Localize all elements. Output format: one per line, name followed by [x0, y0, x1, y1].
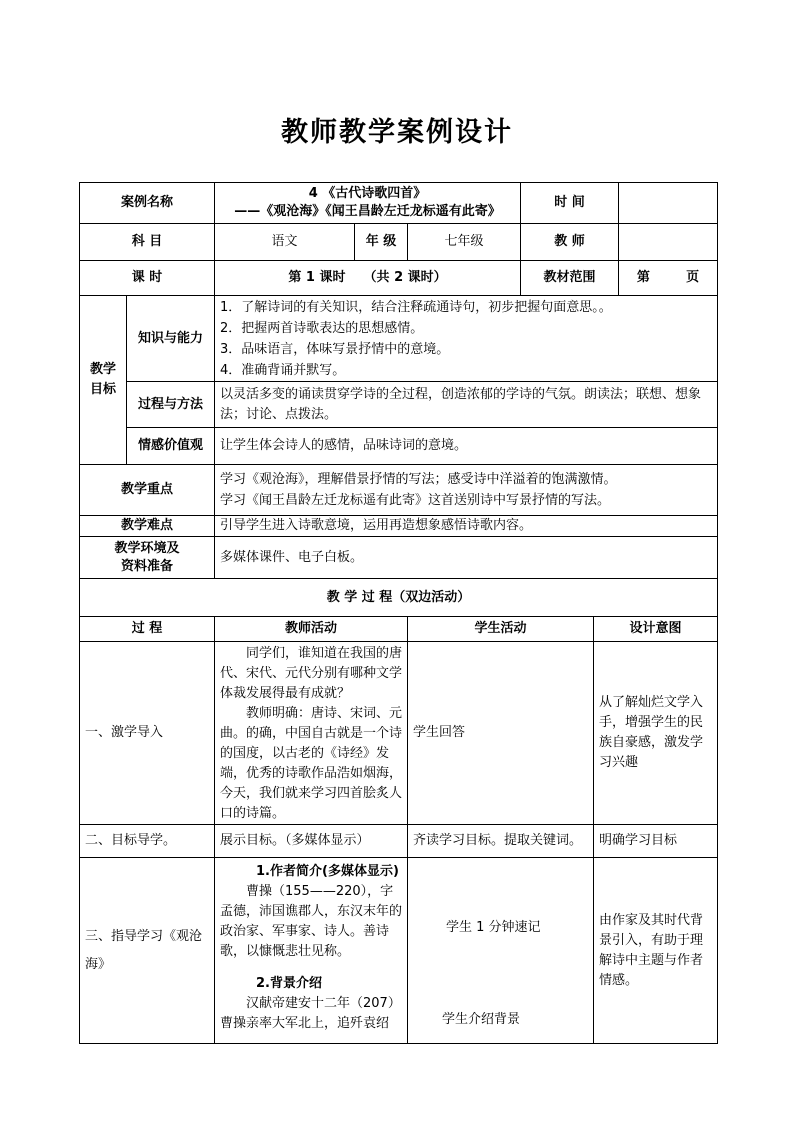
knowledge-item: 4．准确背诵并默写。 — [220, 362, 346, 378]
process-row-goals — [80, 825, 718, 858]
goals-label-line1: 教学 — [89, 362, 116, 377]
knowledge-item: 2．把握两首诗歌表达的思想感情。 — [220, 320, 424, 336]
case-name-line2: ——《观沧海》《闻王昌龄左迁龙标遥有此寄》 — [234, 204, 501, 219]
stage-guide-line1: 三、指导学习《观沧 — [85, 928, 203, 944]
key-points-cell — [215, 465, 718, 516]
background-heading: 2.背景介绍 — [256, 976, 322, 991]
student-activity-line: 学生 1 分钟速记 — [446, 920, 541, 935]
subject-value: 语文 — [215, 224, 355, 261]
time-label: 时 间 — [521, 183, 619, 224]
emotion-text: 让学生体会诗人的感情，品味诗词的意境。 — [215, 428, 718, 465]
goal-process-row — [80, 382, 718, 428]
process-method-text: 以灵活多变的诵读贯穿学诗的全过程，创造浓郁的学诗的气氛。朗读法；联想、想象法；讨论、点拨法。 — [215, 382, 718, 428]
period-value: 第 1 课时 （共 2 课时） — [215, 261, 521, 296]
case-name-label: 案例名称 — [80, 183, 215, 224]
grade-label: 年 级 — [355, 224, 408, 261]
environment-text: 多媒体课件、电子白板。 — [215, 537, 718, 579]
lesson-plan-table — [79, 182, 718, 1044]
process-heading: 教 学 过 程（双边活动） — [80, 579, 718, 617]
intent-goals: 明确学习目标 — [594, 825, 718, 858]
teacher-activity-goals: 展示目标。（多媒体显示） — [215, 825, 408, 858]
knowledge-item: 1．了解诗词的有关知识，结合注释疏通诗句，初步把握句面意思。。 — [220, 299, 612, 315]
student-activity-guide — [408, 858, 594, 1044]
process-row-guide — [80, 858, 718, 1044]
stage-guide — [80, 858, 215, 1044]
stage-guide-line2: 海》 — [85, 956, 112, 972]
period-row — [80, 261, 718, 296]
subject-label: 科 目 — [80, 224, 215, 261]
goal-knowledge-row — [80, 296, 718, 382]
scope-label: 教材范围 — [521, 261, 619, 296]
scope-value: 第 页 — [619, 261, 718, 296]
period-label: 课 时 — [80, 261, 215, 296]
student-activity-goals: 齐读学习目标。提取关键词。 — [408, 825, 594, 858]
process-row-intro — [80, 642, 718, 825]
environment-label-line1: 教学环境及 — [114, 540, 180, 556]
key-point-line: 学习《闻王昌龄左迁龙标遥有此寄》这首送别诗中写景抒情的写法。 — [220, 493, 611, 508]
time-value — [619, 183, 718, 224]
col-student-header: 学生活动 — [408, 617, 594, 642]
background-text: 汉献帝建安十二年（207）曹操亲率大军北上，追歼袁绍 — [220, 996, 401, 1031]
knowledge-item: 3．品味语言，体味写景抒情中的意境。 — [220, 341, 450, 357]
teacher-label: 教 师 — [521, 224, 619, 261]
process-method-label: 过程与方法 — [127, 382, 215, 428]
col-intent-header: 设计意图 — [594, 617, 718, 642]
teacher-activity-guide — [215, 858, 408, 1044]
difficulties-row — [80, 516, 718, 537]
emotion-label: 情感价值观 — [127, 428, 215, 465]
environment-label-line2: 资料准备 — [121, 558, 174, 574]
case-name-line1: 4 《古代诗歌四首》 — [308, 186, 427, 201]
stage-goals: 二、目标导学。 — [80, 825, 215, 858]
knowledge-label: 知识与能力 — [127, 296, 215, 382]
goals-label — [80, 296, 127, 465]
goal-emotion-row — [80, 428, 718, 465]
environment-row — [80, 537, 718, 579]
environment-label — [80, 537, 215, 579]
case-name-cell — [215, 183, 521, 224]
author-intro-text: 曹操（155——220），字孟德，沛国谯郡人，东汉末年的政治家、军事家、诗人。善诗歌，以慷慨悲壮见称。 — [220, 884, 403, 959]
document-title: 教师教学案例设计 — [281, 117, 513, 148]
student-activity-intro: 学生回答 — [408, 642, 594, 825]
difficulties-label: 教学难点 — [80, 516, 215, 537]
process-header-row — [80, 617, 718, 642]
intent-guide: 由作家及其时代背景引入，有助于理解诗中主题与作者情感。 — [594, 858, 718, 1044]
teacher-activity-intro — [215, 642, 408, 825]
intent-intro: 从了解灿烂文学入手，增强学生的民族自豪感，激发学习兴趣 — [594, 642, 718, 825]
knowledge-cell — [215, 296, 718, 382]
author-intro-heading: 1.作者简介(多媒体显示) — [256, 864, 399, 879]
key-points-row — [80, 465, 718, 516]
key-points-label: 教学重点 — [80, 465, 215, 516]
subject-row — [80, 224, 718, 261]
teacher-value — [619, 224, 718, 261]
key-point-line: 学习《观沧海》，理解借景抒情的写法；感受诗中洋溢着的饱满激情。 — [220, 472, 617, 487]
grade-value: 七年级 — [408, 224, 521, 261]
teacher-paragraph: 同学们，谁知道在我国的唐代、宋代、元代分别有哪种文学体裁发展得最有成就？ — [220, 646, 403, 701]
process-heading-row — [80, 579, 718, 617]
goals-label-line2: 目标 — [89, 382, 116, 397]
case-name-row — [80, 183, 718, 224]
student-activity-line: 学生介绍背景 — [442, 1012, 521, 1027]
col-teacher-header: 教师活动 — [215, 617, 408, 642]
col-process-header: 过 程 — [80, 617, 215, 642]
teacher-paragraph: 教师明确：唐诗、宋词、元曲。的确，中国自古就是一个诗的国度，以古老的《诗经》发端，优秀的诗歌作品浩如烟海，今天，我们就来学习四首脍炙人口的诗篇。 — [220, 706, 403, 821]
stage-intro: 一、激学导入 — [80, 642, 215, 825]
difficulties-text: 引导学生进入诗歌意境，运用再造想象感悟诗歌内容。 — [215, 516, 718, 537]
